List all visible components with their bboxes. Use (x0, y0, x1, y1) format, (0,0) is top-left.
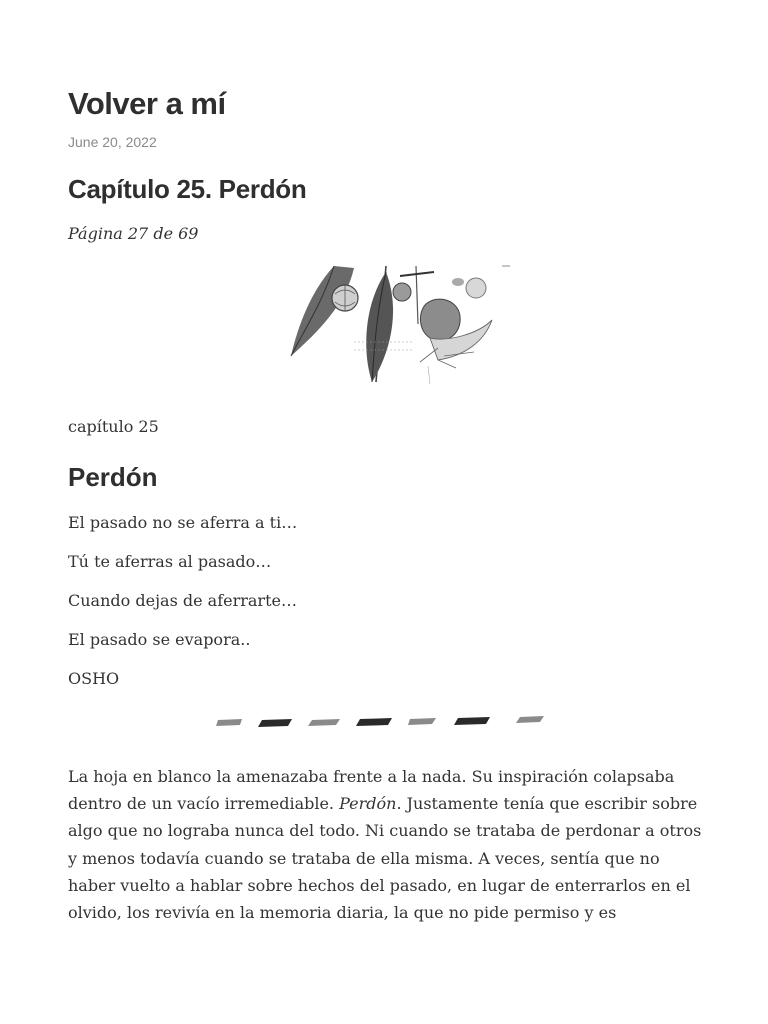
section-heading: Perdón (68, 462, 158, 492)
post-date: June 20, 2022 (68, 134, 157, 150)
epigraph-author: OSHO (68, 669, 120, 688)
body-paragraph (68, 763, 704, 926)
epigraph-line: El pasado no se aferra a ti… (68, 513, 298, 532)
chapter-label: capítulo 25 (68, 417, 159, 436)
body-text: . Justamente tenía que escribir sobre algo que no lograba nunca del todo. Ni cuando se trataba de perdonar a otros y menos todavía cuando se trataba de ella misma. A veces, sentía que no haber vuelto a hablar sobre hechos del pasado, en lugar de enterrarlos en el olvido, los revivía en la memoria diaria, la que no pide permiso y es (68, 794, 702, 923)
emphasis-word: Perdón (339, 794, 397, 814)
dash-divider (214, 712, 548, 732)
body-text: La hoja en blanco la amenazaba frente a la nada. Su inspiración colapsaba dentro de un vacío irremediable. (68, 767, 675, 814)
botanical-illustration (288, 264, 510, 384)
epigraph-line: El pasado se evapora.. (68, 630, 251, 649)
epigraph-line: Tú te aferras al pasado… (68, 552, 272, 571)
page-counter: Página 27 de 69 (68, 224, 199, 243)
chapter-title: Capítulo 25. Perdón (68, 174, 307, 204)
book-title[interactable]: Volver a mí (68, 86, 226, 121)
epigraph-line: Cuando dejas de aferrarte… (68, 591, 297, 610)
